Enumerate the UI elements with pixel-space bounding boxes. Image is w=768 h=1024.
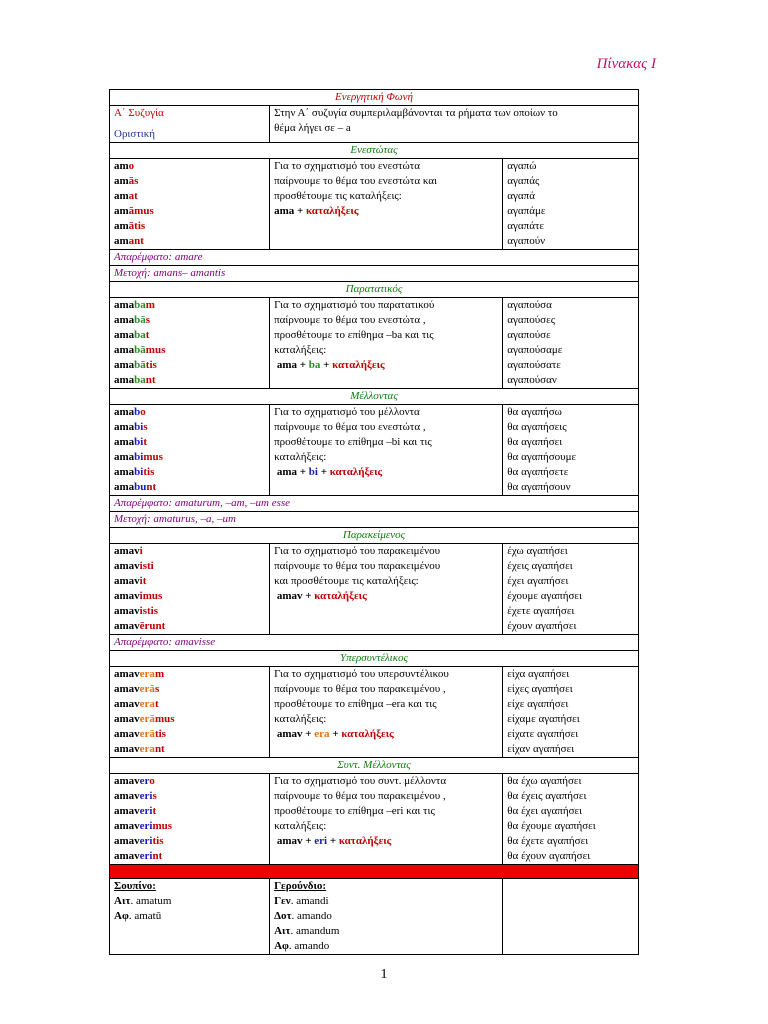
conjugation-table [109,89,639,955]
future-greek: θα αγαπήσω θα αγαπήσεις θα αγαπήσει θα αγαπήσουμε θα αγαπήσετε θα αγαπήσουν [503,405,639,496]
latin-form: amāmus [114,205,154,217]
latin-form: amās [114,175,139,187]
latin-form: amabunt [114,481,157,493]
latin-form: amaveris [114,790,157,802]
infinitive-present: Απαρέμφατο: amare [110,250,639,266]
voice-title: Ενεργητική Φωνή [110,90,639,106]
latin-form: amabam [114,299,155,311]
gerund-row: Δοτ. amando [274,910,332,922]
supine-cell [110,879,270,955]
latin-form: amaverant [114,743,165,755]
supine-gerund-section [110,879,639,955]
infinitive-perfect: Απαρέμφατο: amavisse [110,635,639,651]
participle-future: Μετοχή: amaturus, –a, –um [110,512,639,528]
latin-form: amaverāmus [114,713,175,725]
formula: ama + bi + καταλήξεις [276,466,383,478]
conjugation-cell [110,106,270,143]
pluperfect-forms [110,667,270,758]
formula: amav + eri + καταλήξεις [276,835,392,847]
page-number: 1 [380,967,388,982]
latin-form: amavimus [114,590,163,602]
pluperfect-section [110,667,639,758]
latin-form: amabant [114,374,156,386]
imperfect-section [110,298,639,389]
latin-form: amant [114,235,144,247]
latin-form: amabo [114,406,146,418]
latin-form: amabis [114,421,148,433]
conjugation-label: Α΄ Συζυγία [114,107,164,119]
pluperfect-greek: είχα αγαπήσει είχες αγαπήσει είχε αγαπήσει είχαμε αγαπήσει είχατε αγαπήσει είχαν αγαπήσει [503,667,639,758]
future-title: Μέλλοντας [110,389,639,405]
latin-form: amabitis [114,466,155,478]
future-perfect-forms [110,774,270,865]
future-perfect-greek: θα έχω αγαπήσει θα έχεις αγαπήσει θα έχει αγαπήσει θα έχουμε αγαπήσει θα έχετε αγαπήσει θα έχουν αγαπήσει [503,774,639,865]
latin-form: amabit [114,436,148,448]
future-perfect-rule: Για το σχηματισμό του συντ. μέλλοντα παίρνουμε το θέμα του παρακειμένου , προσθέτουμε το επίθημα –eri και τις καταλήξεις: amav + eri + καταλήξεις [270,774,503,865]
latin-form: amabat [114,329,150,341]
formula: amav + καταλήξεις [276,590,367,602]
latin-form: amaveram [114,668,165,680]
gerund-row: Αφ. amando [274,940,330,952]
future-rule: Για το σχηματισμό του μέλλοντα παίρνουμε το θέμα του ενεστώτα , προσθέτουμε το επίθημα –bi και τις καταλήξεις: ama + bi + καταλήξεις [270,405,503,496]
formula: ama + ba + καταλήξεις [276,359,385,371]
latin-form: amat [114,190,138,202]
imperfect-greek: αγαπούσα αγαπούσες αγαπούσε αγαπούσαμε αγαπούσατε αγαπούσαν [503,298,639,389]
pluperfect-rule: Για το σχηματισμό του υπερσυντέλικου παίρνουμε το θέμα του παρακειμένου , προσθέτουμε το επίθημα –era και τις καταλήξεις: amav + era + καταλήξεις [270,667,503,758]
present-greek: αγαπώ αγαπάς αγαπά αγαπάμε αγαπάτε αγαπούν [503,159,639,250]
voice-title-row [110,90,639,106]
latin-form: amavisti [114,560,154,572]
present-section [110,159,639,250]
pluperfect-title: Υπερσυντέλικος [110,651,639,667]
gerund-row: Γεν. amandi [274,895,329,907]
formula: amav + era + καταλήξεις [276,728,394,740]
description-line: θέμα λήγει σε – a [274,122,351,134]
gerund-row: Αιτ. amandum [274,925,340,937]
empty-cell [503,879,639,955]
imperfect-forms [110,298,270,389]
perfect-rule: Για το σχηματισμό του παρακειμένου παίρνουμε το θέμα του παρακειμένου και προσθέτουμε τις καταλήξεις: amav + καταλήξεις [270,544,503,635]
imperfect-rule: Για το σχηματισμό του παρατατικού παίρνουμε το θέμα του ενεστώτα , προσθέτουμε το επίθημα –ba και τις καταλήξεις: ama + ba + καταλήξεις [270,298,503,389]
perfect-title: Παρακείμενος [110,528,639,544]
latin-form: amavit [114,575,147,587]
latin-form: amaverit [114,805,157,817]
conjugation-description [270,106,639,143]
conjugation-intro-row [110,106,639,143]
supine-row: Αιτ. amatum [114,895,172,907]
perfect-section [110,544,639,635]
latin-form: amabās [114,314,151,326]
latin-form: amabāmus [114,344,166,356]
latin-form: amo [114,160,135,172]
latin-form: amātis [114,220,146,232]
latin-form: amavērunt [114,620,166,632]
perfect-forms [110,544,270,635]
latin-form: amavi [114,545,143,557]
latin-form: amavero [114,775,155,787]
page-header: Πίνακας Ι [596,56,656,72]
formula: ama + καταλήξεις [274,205,359,217]
future-section [110,405,639,496]
supine-row: Αφ. amatū [114,910,162,922]
latin-form: amabimus [114,451,163,463]
future-perfect-title: Συντ. Μέλλοντας [110,758,639,774]
red-divider [110,865,639,879]
latin-form: amaveritis [114,835,164,847]
imperfect-title: Παρατατικός [110,282,639,298]
present-forms [110,159,270,250]
latin-form: amaverimus [114,820,173,832]
perfect-greek: έχω αγαπήσει έχεις αγαπήσει έχει αγαπήσει έχουμε αγαπήσει έχετε αγαπήσει έχουν αγαπήσει [503,544,639,635]
infinitive-future: Απαρέμφατο: amaturum, –am, –um esse [110,496,639,512]
gerund-title: Γερούνδιο: [274,880,327,892]
present-title: Ενεστώτας [110,143,639,159]
future-forms [110,405,270,496]
latin-form: amaverint [114,850,163,862]
latin-form: amabātis [114,359,157,371]
present-rule: Για το σχηματισμό του ενεστώτα παίρνουμε το θέμα του ενεστώτα και προσθέτουμε τις καταλήξεις: ama + καταλήξεις [270,159,503,250]
latin-form: amaverātis [114,728,166,740]
description-line: Στην Α΄ συζυγία συμπεριλαμβάνονται τα ρήματα των οποίων το [274,107,558,119]
participle-present: Μετοχή: amans– amantis [110,266,639,282]
mood-label: Οριστική [114,128,155,140]
future-perfect-section [110,774,639,865]
gerund-cell [270,879,503,955]
latin-form: amavistis [114,605,159,617]
supine-title: Σουπίνο: [114,880,156,892]
latin-form: amaverās [114,683,160,695]
latin-form: amaverat [114,698,159,710]
